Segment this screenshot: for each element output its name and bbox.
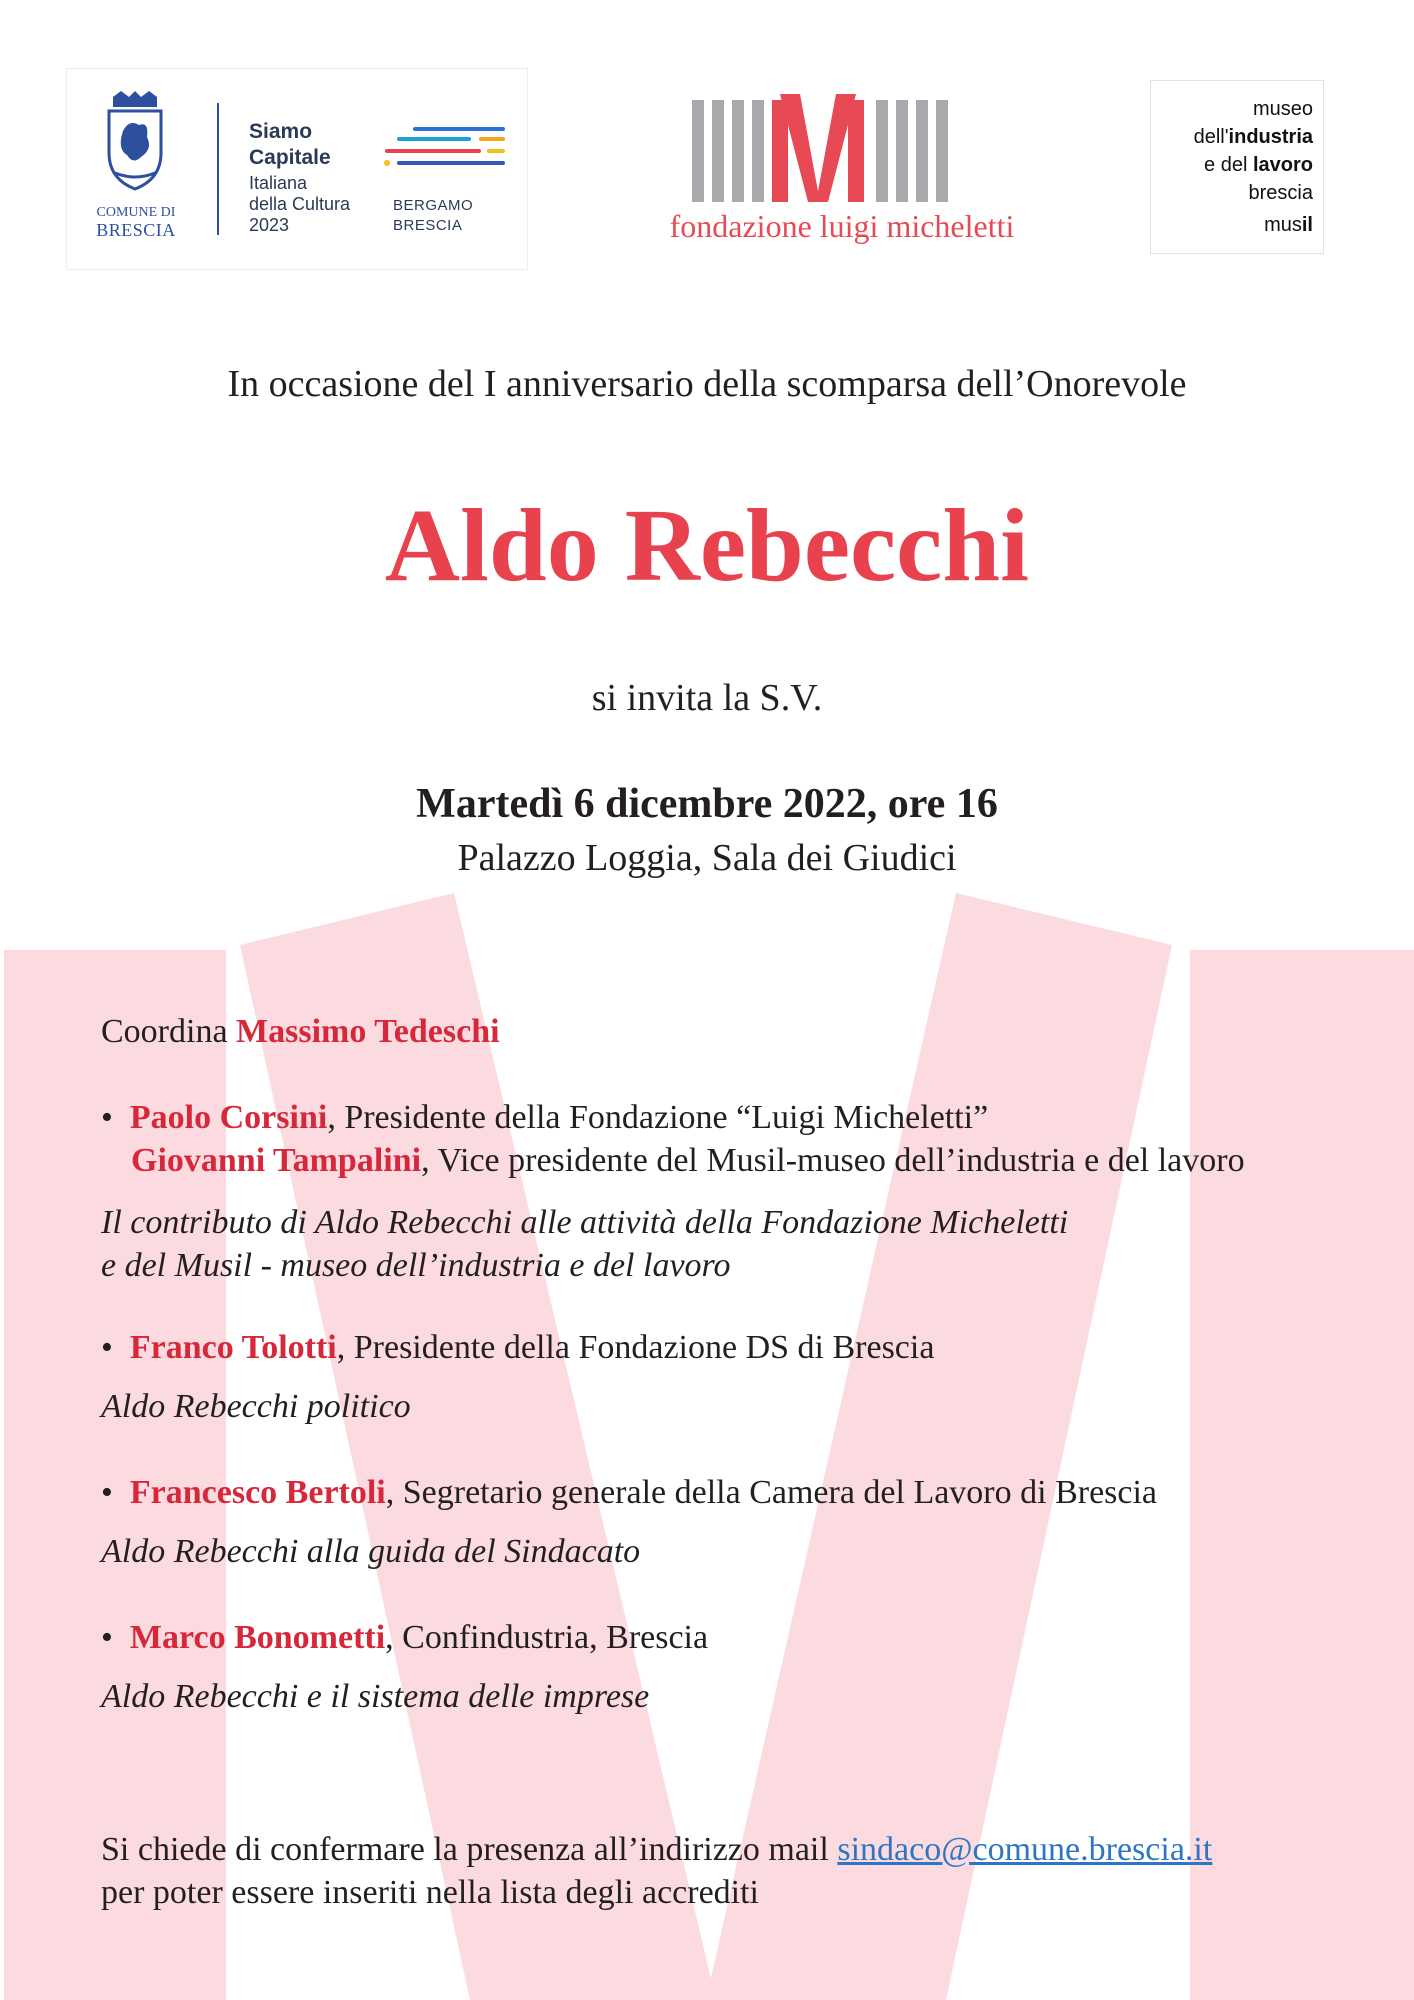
- musil-industria-line: dell'industria: [1193, 126, 1313, 148]
- speaker-item: Giovanni Tampalini, Vice presidente del Musil-museo dell’industria e del lavoro: [131, 1142, 1245, 1179]
- micheletti-m-icon: [662, 94, 962, 206]
- speaker-item: • Francesco Bertoli, Segretario generale della Camera del Lavoro di Brescia: [101, 1474, 1158, 1511]
- speaker-item: • Marco Bonometti, Confindustria, Brescia: [101, 1619, 709, 1656]
- fondazione-name: fondazione luigi micheletti: [669, 208, 1015, 244]
- comune-di-label: COMUNE DI: [96, 205, 176, 220]
- musil-brescia: brescia: [1248, 182, 1313, 204]
- fondazione-micheletti-logo: [644, 74, 1040, 278]
- rsvp-text: Si chiede di confermare la presenza all’indirizzo mail sindaco@comune.brescia.it per poter essere inseriti nella lista degli accrediti: [101, 1831, 1213, 1911]
- brescia-crest-icon: [103, 91, 167, 191]
- email-link[interactable]: sindaco@comune.brescia.it: [837, 1831, 1213, 1868]
- bergamo-brescia-text: BERGAMO BRESCIA: [393, 197, 474, 234]
- topic-text: Aldo Rebecchi alla guida del Sindacato: [101, 1533, 641, 1570]
- topic-text: Il contributo di Aldo Rebecchi alle attività della Fondazione Micheletti e del Musil - museo dell’industria e del lavoro: [101, 1204, 1069, 1284]
- musil-museo: museo: [1252, 98, 1313, 120]
- logo-divider: [217, 103, 219, 235]
- invite-text: si invita la S.V.: [591, 677, 823, 719]
- comune-brescia-logo: [66, 68, 528, 270]
- page-title: Aldo Rebecchi: [384, 488, 1030, 603]
- italiana-cultura-text: Italiana della Cultura 2023: [249, 173, 351, 235]
- musil-wordmark: musil: [1264, 214, 1313, 236]
- speaker-item: • Franco Tolotti, Presidente della Fondazione DS di Brescia: [101, 1329, 935, 1366]
- speaker-item: • Paolo Corsini, Presidente della Fondazione “Luigi Micheletti”: [101, 1099, 989, 1136]
- siamo-capitale-text: Siamo Capitale: [249, 120, 331, 169]
- musil-lavoro-line: e del lavoro: [1204, 154, 1313, 176]
- topic-text: Aldo Rebecchi politico: [101, 1388, 411, 1425]
- event-date: Martedì 6 dicembre 2022, ore 16: [416, 781, 998, 827]
- event-place: Palazzo Loggia, Sala dei Giudici: [457, 837, 957, 879]
- coordina-line: Coordina Massimo Tedeschi: [101, 1013, 500, 1050]
- capitale-stripes-icon: [367, 125, 507, 173]
- musil-logo: [1150, 80, 1324, 254]
- topic-text: Aldo Rebecchi e il sistema delle imprese: [101, 1678, 650, 1715]
- coordinator-name: Massimo Tedeschi: [236, 1013, 500, 1050]
- intro-text: In occasione del I anniversario della scomparsa dell’Onorevole: [227, 363, 1187, 405]
- brescia-label: BRESCIA: [96, 220, 176, 240]
